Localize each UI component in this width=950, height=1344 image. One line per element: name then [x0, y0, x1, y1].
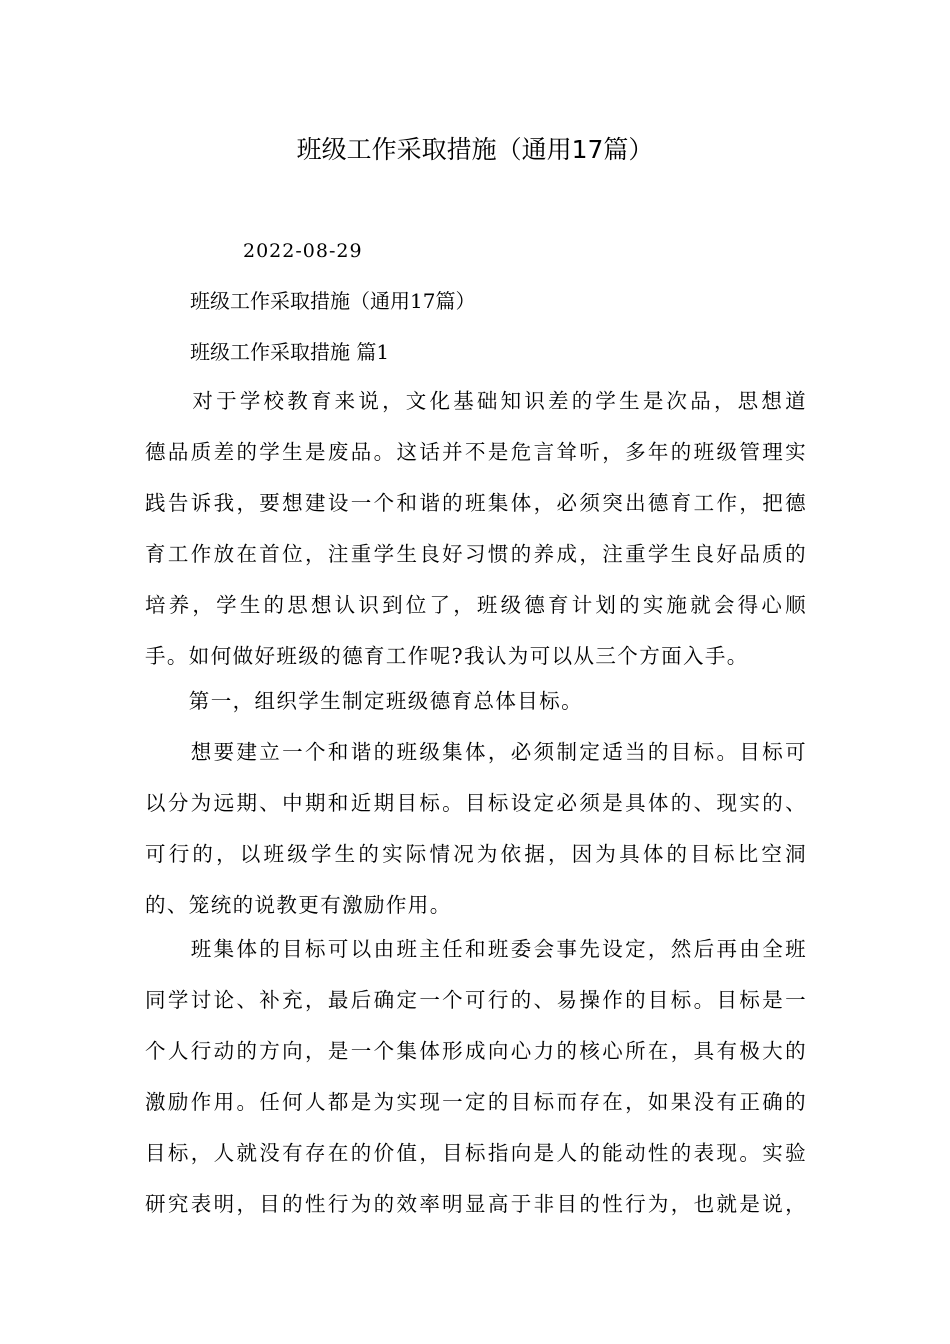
- paragraph-line: 个人行动的方向，是一个集体形成向心力的核心所在，具有极大的: [145, 1039, 807, 1063]
- paragraph-line: 的、笼统的说教更有激励作用。: [145, 893, 452, 917]
- section-heading: 班级工作采取措施 篇1: [190, 340, 390, 364]
- paragraph-line: 育工作放在首位，注重学生良好习惯的养成，注重学生良好品质的: [145, 542, 807, 566]
- paragraph-2: [145, 676, 807, 727]
- paragraph-line: 德品质差的学生是废品。这话并不是危言耸听，多年的班级管理实: [145, 440, 807, 464]
- paragraph-line: 对于学校教育来说，文化基础知识差的学生是次品，思想道: [145, 389, 807, 413]
- paragraph-line: 想要建立一个和谐的班级集体，必须制定适当的目标。目标可: [145, 740, 807, 764]
- paragraph-line: 第一，组织学生制定班级德育总体目标。: [145, 689, 583, 713]
- document-subtitle: 班级工作采取措施（通用17篇）: [190, 289, 476, 313]
- paragraph-line: 目标，人就没有存在的价值，目标指向是人的能动性的表现。实验: [145, 1141, 807, 1165]
- paragraph-line: 研究表明，目的性行为的效率明显高于非目的性行为，也就是说，: [145, 1192, 807, 1216]
- paragraph-line: 可行的，以班级学生的实际情况为依据，因为具体的目标比空洞: [145, 842, 807, 866]
- paragraph-3: [145, 727, 807, 931]
- paragraph-line: 激励作用。任何人都是为实现一定的目标而存在，如果没有正确的: [145, 1090, 807, 1114]
- paragraph-line: 以分为远期、中期和近期目标。目标设定必须是具体的、现实的、: [145, 791, 807, 815]
- paragraph-line: 班集体的目标可以由班主任和班委会事先设定，然后再由全班: [145, 937, 807, 961]
- paragraph-line: 培养，学生的思想认识到位了，班级德育计划的实施就会得心顺: [145, 593, 807, 617]
- paragraph-line: 践告诉我，要想建设一个和谐的班集体，必须突出德育工作，把德: [145, 491, 807, 515]
- paragraph-line: 手。如何做好班级的德育工作呢?我认为可以从三个方面入手。: [145, 644, 749, 668]
- paragraph-1: [145, 376, 807, 682]
- paragraph-4: [145, 924, 807, 1230]
- document-title: 班级工作采取措施（通用17篇）: [296, 135, 654, 164]
- publish-date: 2022-08-29: [243, 240, 363, 262]
- paragraph-line: 同学讨论、补充，最后确定一个可行的、易操作的目标。目标是一: [145, 988, 807, 1012]
